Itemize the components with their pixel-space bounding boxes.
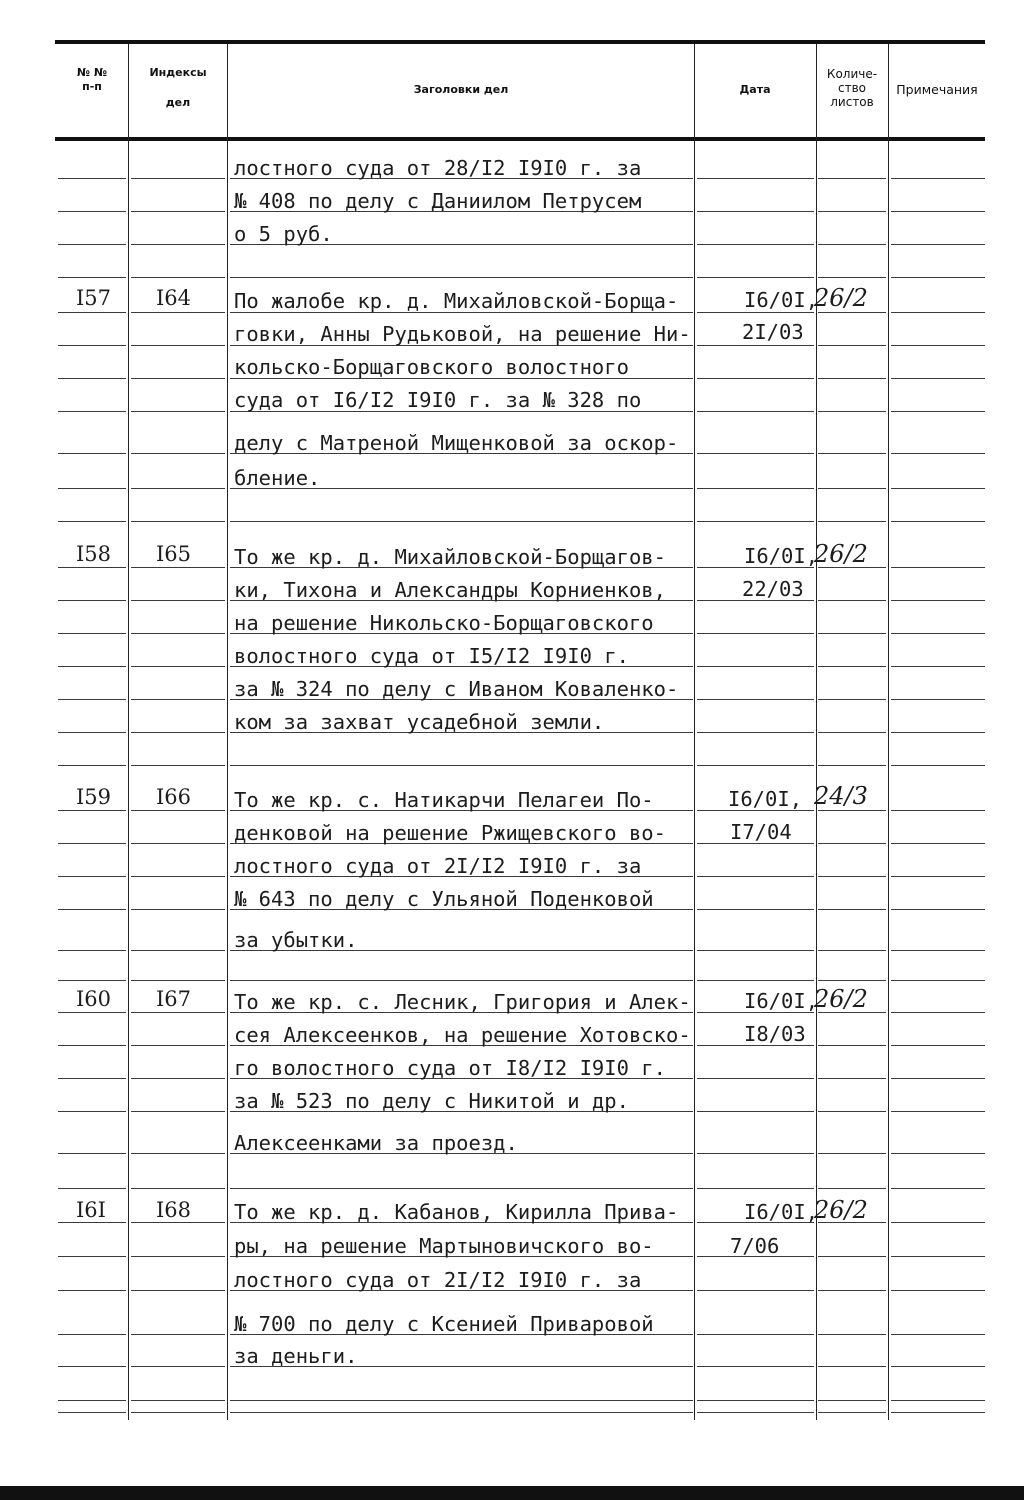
ledger-rule <box>131 1366 225 1367</box>
ledger-rule <box>891 765 985 766</box>
title-line: го волостного суда от I8/I2 I9I0 г. <box>234 1056 666 1080</box>
ledger-rule <box>58 765 126 766</box>
ledger-rule <box>818 411 886 412</box>
ledger-rule <box>818 765 886 766</box>
ledger-rule <box>891 567 985 568</box>
ledger-rule <box>58 950 126 951</box>
header-notes: Примечания <box>896 82 978 97</box>
date-end: 22/03 <box>742 577 804 601</box>
ledger-rule <box>58 1012 126 1013</box>
ledger-rule <box>131 950 225 951</box>
ledger-rule <box>230 277 693 278</box>
ledger-rule <box>818 521 886 522</box>
ledger-rule <box>818 178 886 179</box>
ledger-rule <box>697 1400 814 1401</box>
ledger-rule <box>131 699 225 700</box>
ledger-rule <box>131 1256 225 1257</box>
column-divider <box>888 44 889 1420</box>
ledger-rule <box>697 378 814 379</box>
ledger-rule <box>58 980 126 981</box>
ledger-rule <box>131 633 225 634</box>
date-start: I6/0I, <box>744 989 819 1013</box>
ledger-rule <box>891 1400 985 1401</box>
column-divider <box>128 44 129 1420</box>
ledger-rule <box>58 1400 126 1401</box>
ledger-rule <box>697 1188 814 1189</box>
ledger-rule <box>818 1412 886 1413</box>
ledger-rule <box>131 244 225 245</box>
entry-number: I57 <box>76 286 112 310</box>
ledger-rule <box>818 909 886 910</box>
ledger-rule <box>58 633 126 634</box>
ledger-rule <box>131 666 225 667</box>
title-line: ком за захват усадебной земли. <box>234 710 605 734</box>
ledger-rule <box>818 211 886 212</box>
ledger-rule <box>131 378 225 379</box>
header-title: Заголовки дел <box>413 83 509 96</box>
ledger-rule <box>818 732 886 733</box>
date-start: I6/0I, <box>744 1200 819 1224</box>
ledger-rule <box>818 1153 886 1154</box>
title-line: кольско-Борщаговского волостного <box>234 355 629 379</box>
title-line: То же кр. с. Натикарчи Пелагеи По- <box>234 788 654 812</box>
sheet-count: 24/3 <box>814 782 868 810</box>
ledger-rule <box>818 843 886 844</box>
ledger-rule <box>891 178 985 179</box>
ledger-rule <box>131 1334 225 1335</box>
ledger-rule <box>818 1334 886 1335</box>
ledger-rule <box>131 1188 225 1189</box>
ledger-rule <box>891 1412 985 1413</box>
sheet-count: 26/2 <box>814 985 868 1013</box>
ledger-rule <box>58 1222 126 1223</box>
ledger-rule <box>818 1188 886 1189</box>
ledger-rule <box>891 453 985 454</box>
title-line: ки, Тихона и Александры Корниенков, <box>234 578 666 602</box>
ledger-rule <box>58 1334 126 1335</box>
ledger-rule <box>230 765 693 766</box>
ledger-rule <box>230 980 693 981</box>
ledger-rule <box>697 1412 814 1413</box>
title-line: делу с Матреной Мищенковой за оскор- <box>234 431 679 455</box>
ledger-rule <box>818 699 886 700</box>
ledger-rule <box>818 453 886 454</box>
ledger-rule <box>818 950 886 951</box>
ledger-rule <box>131 211 225 212</box>
ledger-rule <box>818 1290 886 1291</box>
entry-index: I64 <box>156 286 192 310</box>
ledger-rule <box>697 1366 814 1367</box>
ledger-rule <box>131 843 225 844</box>
header-bottom-rule <box>55 137 985 141</box>
date-start: I6/0I, <box>744 288 819 312</box>
ledger-rule <box>697 244 814 245</box>
entry-number: I58 <box>76 542 112 566</box>
ledger-rule <box>131 488 225 489</box>
ledger-rule <box>818 1256 886 1257</box>
ledger-rule <box>131 345 225 346</box>
entry-index: I66 <box>156 785 192 809</box>
date-end: 7/06 <box>730 1234 780 1258</box>
ledger-rule <box>131 567 225 568</box>
date-end: 2I/03 <box>742 320 804 344</box>
ledger-rule <box>891 378 985 379</box>
ledger-rule <box>230 1412 693 1413</box>
ledger-rule <box>131 312 225 313</box>
title-line: лостного суда от 2I/I2 I9I0 г. за <box>234 1268 642 1292</box>
ledger-rule <box>697 521 814 522</box>
sheet-count: 26/2 <box>814 284 868 312</box>
ledger-rule <box>131 980 225 981</box>
ledger-rule <box>697 312 814 313</box>
ledger-rule <box>818 1111 886 1112</box>
ledger-rule <box>891 488 985 489</box>
ledger-rule <box>58 378 126 379</box>
entry-number: I60 <box>76 987 112 1011</box>
ledger-rule <box>131 1012 225 1013</box>
ledger-rule <box>818 312 886 313</box>
ledger-rule <box>891 980 985 981</box>
ledger-rule <box>131 1111 225 1112</box>
ledger-rule <box>58 312 126 313</box>
title-line: говки, Анны Рудьковой, на решение Ни- <box>234 322 691 346</box>
header-sheets: Количе- ство листов <box>826 67 878 109</box>
ledger-rule <box>131 453 225 454</box>
title-line: бление. <box>234 466 321 490</box>
header-top-rule <box>55 40 985 44</box>
ledger-rule <box>230 521 693 522</box>
ledger-rule <box>58 810 126 811</box>
ledger-rule <box>697 178 814 179</box>
ledger-rule <box>891 699 985 700</box>
ledger-rule <box>891 600 985 601</box>
ledger-rule <box>58 521 126 522</box>
ledger-rule <box>230 1400 693 1401</box>
ledger-rule <box>58 909 126 910</box>
ledger-rule <box>58 666 126 667</box>
ledger-rule <box>697 411 814 412</box>
title-line: о 5 руб. <box>234 222 333 246</box>
ledger-rule <box>58 1045 126 1046</box>
ledger-rule <box>891 633 985 634</box>
title-line: То же кр. с. Лесник, Григория и Алек- <box>234 990 691 1014</box>
entry-index: I65 <box>156 542 192 566</box>
ledger-rule <box>58 843 126 844</box>
entry-number: I6I <box>76 1198 106 1222</box>
sheet-count: 26/2 <box>814 540 868 568</box>
ledger-rule <box>697 1078 814 1079</box>
ledger-rule <box>58 1111 126 1112</box>
title-line: сея Алексеенков, на решение Хотовско- <box>234 1023 691 1047</box>
title-line: за № 324 по делу с Иваном Коваленко- <box>234 677 679 701</box>
ledger-rule <box>58 699 126 700</box>
ledger-rule <box>891 1290 985 1291</box>
ledger-rule <box>818 277 886 278</box>
ledger-rule <box>131 810 225 811</box>
ledger-rule <box>818 378 886 379</box>
ledger-rule <box>891 1188 985 1189</box>
ledger-rule <box>131 1400 225 1401</box>
ledger-rule <box>697 699 814 700</box>
ledger-rule <box>230 1188 693 1189</box>
ledger-rule <box>818 666 886 667</box>
title-line: за № 523 по делу с Никитой и др. <box>234 1089 629 1113</box>
title-line: за убытки. <box>234 928 358 952</box>
ledger-rule <box>58 411 126 412</box>
ledger-rule <box>697 1111 814 1112</box>
ledger-rule <box>131 765 225 766</box>
ledger-rule <box>131 1045 225 1046</box>
ledger-rule <box>891 876 985 877</box>
ledger-rule <box>58 876 126 877</box>
title-line: № 700 по делу с Ксенией Приваровой <box>234 1312 654 1336</box>
ledger-rule <box>891 345 985 346</box>
ledger-rule <box>58 244 126 245</box>
ledger-rule <box>891 810 985 811</box>
ledger-rule <box>818 244 886 245</box>
column-divider <box>227 44 228 1420</box>
ledger-rule <box>818 1400 886 1401</box>
entry-index: I67 <box>156 987 192 1011</box>
ledger-rule <box>697 453 814 454</box>
ledger-rule <box>58 600 126 601</box>
ledger-rule <box>697 1290 814 1291</box>
ledger-rule <box>818 810 886 811</box>
sheet-count: 26/2 <box>814 1196 868 1224</box>
ledger-rule <box>131 732 225 733</box>
ledger-rule <box>131 178 225 179</box>
ledger-rule <box>58 178 126 179</box>
ledger-rule <box>131 1290 225 1291</box>
ledger-rule <box>891 1256 985 1257</box>
title-line: денковой на решение Ржищевского во- <box>234 821 666 845</box>
ledger-rule <box>891 411 985 412</box>
ledger-rule <box>891 521 985 522</box>
title-line: лостного суда от 28/I2 I9I0 г. за <box>234 156 642 180</box>
title-line: Алексеенками за проезд. <box>234 1131 518 1155</box>
ledger-rule <box>58 1290 126 1291</box>
ledger-rule <box>891 1153 985 1154</box>
ledger-rule <box>891 1366 985 1367</box>
ledger-rule <box>697 732 814 733</box>
date-start: I6/0I, <box>728 787 803 811</box>
ledger-rule <box>58 732 126 733</box>
ledger-rule <box>697 633 814 634</box>
ledger-rule <box>697 345 814 346</box>
ledger-rule <box>58 1078 126 1079</box>
title-line: суда от I6/I2 I9I0 г. за № 328 по <box>234 388 642 412</box>
ledger-rule <box>891 1111 985 1112</box>
ledger-rule <box>891 244 985 245</box>
title-line: ры, на решение Мартыновичского во- <box>234 1234 654 1258</box>
ledger-rule <box>818 345 886 346</box>
ledger-rule <box>131 1412 225 1413</box>
ledger-rule <box>58 567 126 568</box>
ledger-rule <box>58 1256 126 1257</box>
title-line: лостного суда от 2I/I2 I9I0 г. за <box>234 854 642 878</box>
date-end: I7/04 <box>730 820 792 844</box>
ledger-rule <box>818 876 886 877</box>
title-line: на решение Никольско-Борщаговского <box>234 611 654 635</box>
ledger-rule <box>58 1412 126 1413</box>
page-bottom-bar <box>0 1486 1024 1500</box>
ledger-rule <box>891 1078 985 1079</box>
ledger-rule <box>131 411 225 412</box>
ledger-rule <box>818 1366 886 1367</box>
ledger-rule <box>58 1188 126 1189</box>
ledger-rule <box>697 277 814 278</box>
ledger-rule <box>697 1153 814 1154</box>
ledger-rule <box>697 980 814 981</box>
ledger-rule <box>891 950 985 951</box>
title-line: То же кр. д. Кабанов, Кирилла Прива- <box>234 1200 679 1224</box>
ledger-rule <box>58 277 126 278</box>
ledger-rule <box>131 277 225 278</box>
ledger-rule <box>697 666 814 667</box>
ledger-rule <box>891 1334 985 1335</box>
title-line: № 643 по делу с Ульяной Поденковой <box>234 887 654 911</box>
ledger-rule <box>891 277 985 278</box>
ledger-rule <box>891 1045 985 1046</box>
header-date: Дата <box>739 83 771 96</box>
ledger-rule <box>131 1078 225 1079</box>
title-line: То же кр. д. Михайловской-Борщагов- <box>234 545 666 569</box>
ledger-rule <box>58 345 126 346</box>
ledger-rule <box>697 765 814 766</box>
ledger-rule <box>891 843 985 844</box>
title-line: № 408 по делу с Даниилом Петрусем <box>234 189 642 213</box>
ledger-rule <box>131 909 225 910</box>
title-line: волостного суда от I5/I2 I9I0 г. <box>234 644 629 668</box>
ledger-rule <box>131 521 225 522</box>
ledger-rule <box>891 312 985 313</box>
ledger-rule <box>697 876 814 877</box>
header-number: № № п-п <box>76 66 108 93</box>
ledger-rule <box>131 876 225 877</box>
ledger-rule <box>697 211 814 212</box>
ledger-rule <box>697 1334 814 1335</box>
ledger-rule <box>58 211 126 212</box>
date-start: I6/0I, <box>744 544 819 568</box>
ledger-rule <box>818 488 886 489</box>
entry-index: I68 <box>156 1198 192 1222</box>
ledger-rule <box>818 980 886 981</box>
date-end: I8/03 <box>744 1022 806 1046</box>
ledger-rule <box>697 909 814 910</box>
ledger-rule <box>697 950 814 951</box>
ledger-rule <box>131 1153 225 1154</box>
ledger-rule <box>891 732 985 733</box>
ledger-rule <box>891 909 985 910</box>
ledger-rule <box>818 1078 886 1079</box>
ledger-rule <box>818 633 886 634</box>
ledger-rule <box>58 1366 126 1367</box>
ledger-rule <box>131 1222 225 1223</box>
title-line: По жалобе кр. д. Михайловской-Борща- <box>234 289 679 313</box>
title-line: за деньги. <box>234 1344 358 1368</box>
ledger-rule <box>891 1012 985 1013</box>
ledger-rule <box>131 600 225 601</box>
ledger-rule <box>58 488 126 489</box>
ledger-rule <box>891 211 985 212</box>
header-index: Индексы дел <box>149 66 207 109</box>
ledger-rule <box>891 1222 985 1223</box>
ledger-rule <box>697 488 814 489</box>
ledger-rule <box>58 1153 126 1154</box>
entry-number: I59 <box>76 785 112 809</box>
ledger-rule <box>58 453 126 454</box>
ledger-rule <box>891 666 985 667</box>
